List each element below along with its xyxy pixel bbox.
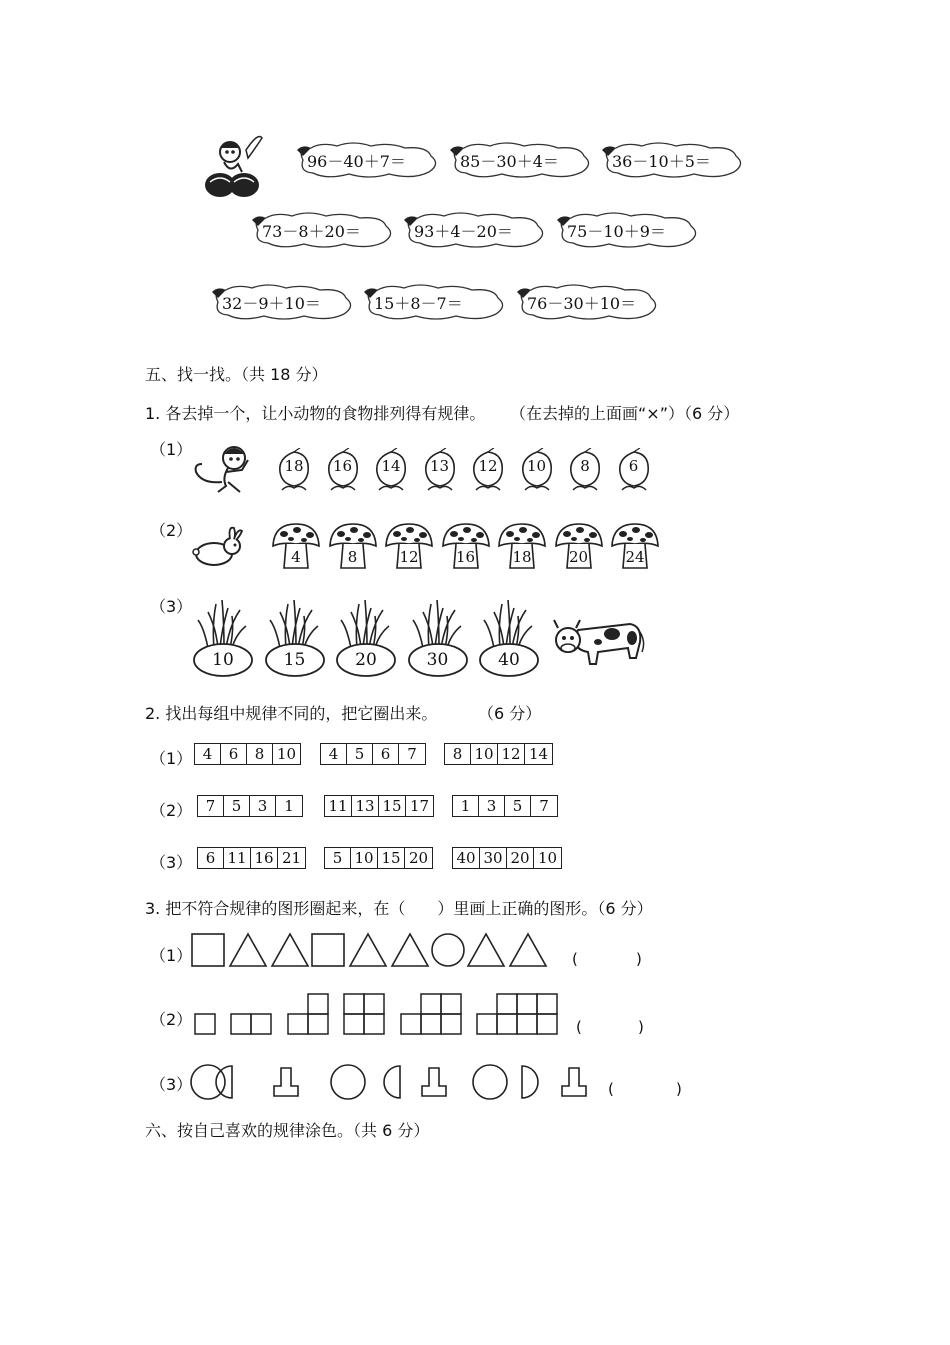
peach-item[interactable] xyxy=(567,448,603,494)
mushroom-number: 4 xyxy=(291,548,301,566)
q3-row2-label: （2） xyxy=(150,1010,193,1029)
peach-number: 12 xyxy=(478,457,498,475)
equation-text: 85－30＋4＝ xyxy=(460,152,559,171)
section6-title: 六、按自己喜欢的规律涂色。（共 6 分） xyxy=(145,1121,430,1140)
equation-text: 36－10＋5＝ xyxy=(612,152,711,171)
peach-item[interactable] xyxy=(422,448,458,494)
number-cell: 12 xyxy=(498,744,525,764)
peach-number: 16 xyxy=(332,457,353,475)
equation-cloud xyxy=(513,282,661,320)
t-shape xyxy=(422,1068,446,1096)
number-cell: 5 xyxy=(224,796,250,816)
equation-cloud xyxy=(400,210,548,248)
q3-row1-paren-open: ( xyxy=(572,950,578,968)
q3-row2-paren-close: ) xyxy=(638,1018,644,1036)
q2-row3-label: （3） xyxy=(150,853,193,872)
q3-prompt: 3. 把不符合规律的图形圈起来，在（ ）里画上正确的图形。（6 分） xyxy=(145,899,653,918)
grass-number: 40 xyxy=(498,650,520,670)
q1-row1-label: （1） xyxy=(150,440,193,459)
equation-text: 73－8＋20＝ xyxy=(262,222,361,241)
mushroom-item[interactable] xyxy=(383,522,435,572)
q1-row2-label: （2） xyxy=(150,521,193,540)
mushroom-item[interactable] xyxy=(553,522,605,572)
number-cell: 14 xyxy=(528,745,549,763)
mushroom-number: 24 xyxy=(625,548,645,566)
equation-text: 93＋4－20＝ xyxy=(414,222,513,241)
equation-text: 96－40＋7＝ xyxy=(307,152,406,171)
circle-shape xyxy=(473,1065,507,1099)
triangle-shape xyxy=(350,934,386,966)
number-cell: 11 xyxy=(325,796,352,816)
q1-prompt: 1. 各去掉一个，让小动物的食物排列得有规律。 xyxy=(145,404,486,423)
grass-item[interactable] xyxy=(407,598,469,678)
number-cell: 7 xyxy=(407,745,417,763)
number-group[interactable] xyxy=(324,795,434,817)
square-shape xyxy=(312,934,344,966)
q3-row1-paren-close: ) xyxy=(636,950,642,968)
mushroom-number: 8 xyxy=(347,548,358,566)
equation-cloud xyxy=(360,282,508,320)
equation-text: 32－9＋10＝ xyxy=(222,294,321,313)
circle-shape xyxy=(331,1065,365,1099)
number-cell: 40 xyxy=(453,848,480,868)
peach-item[interactable] xyxy=(373,448,409,494)
equation-cloud xyxy=(208,282,356,320)
number-cell: 4 xyxy=(195,744,221,764)
equation-text: 76－30＋10＝ xyxy=(527,294,637,313)
q3-row2-paren-open: ( xyxy=(576,1018,582,1036)
mushroom-number: 12 xyxy=(399,548,419,566)
q1-note: （在去掉的上面画“×”）（6 分） xyxy=(510,404,740,423)
number-cell: 3 xyxy=(250,796,276,816)
grass-item[interactable] xyxy=(335,598,397,678)
number-cell: 6 xyxy=(221,744,247,764)
t-shape xyxy=(562,1068,586,1096)
peach-number: 13 xyxy=(429,457,450,475)
number-cell: 8 xyxy=(445,744,471,764)
q3-row3-shapes xyxy=(188,1062,604,1102)
q3-row1-shapes xyxy=(190,930,560,970)
t-shape xyxy=(274,1068,298,1096)
q3-row1-label: （1） xyxy=(150,946,193,965)
equation-cloud xyxy=(248,210,396,248)
number-cell: 15 xyxy=(379,796,406,816)
peach-number: 10 xyxy=(526,457,547,475)
peach-item[interactable] xyxy=(616,448,652,494)
peach-item[interactable] xyxy=(325,448,361,494)
grass-number: 10 xyxy=(212,650,234,670)
number-cell: 3 xyxy=(479,796,505,816)
number-cell: 6 xyxy=(198,848,224,868)
number-cell: 13 xyxy=(352,796,379,816)
equation-cloud xyxy=(553,210,701,248)
triangle-shape xyxy=(392,934,428,966)
q3-row2-shapes xyxy=(192,990,564,1036)
peach-number: 8 xyxy=(580,457,590,475)
number-cell: 6 xyxy=(373,744,399,764)
equation-text: 15＋8－7＝ xyxy=(374,294,463,313)
mushroom-number: 18 xyxy=(512,548,532,566)
number-group[interactable] xyxy=(444,743,553,765)
number-cell: 15 xyxy=(378,848,405,868)
number-cell: 10 xyxy=(471,744,498,764)
grass-number: 15 xyxy=(283,650,306,670)
q2-row1-label: （1） xyxy=(150,749,193,768)
number-cell: 11 xyxy=(224,848,251,868)
grass-number: 30 xyxy=(426,650,449,670)
mushroom-item[interactable] xyxy=(270,522,322,572)
peach-number: 6 xyxy=(628,457,639,475)
q1-row3-label: （3） xyxy=(150,597,193,616)
mushroom-number: 20 xyxy=(568,548,589,566)
section5-title: 五、找一找。（共 18 分） xyxy=(145,365,328,384)
number-cell: 4 xyxy=(321,744,347,764)
equation-text: 75－10＋9＝ xyxy=(567,222,666,241)
triangle-shape xyxy=(468,934,504,966)
triangle-shape xyxy=(272,934,308,966)
number-cell: 7 xyxy=(539,797,549,815)
peach-item[interactable] xyxy=(276,448,312,494)
number-cell: 17 xyxy=(409,797,430,815)
equation-cloud xyxy=(293,140,441,178)
rabbit-icon xyxy=(190,526,246,572)
q2-note: （6 分） xyxy=(478,704,542,723)
number-group[interactable] xyxy=(197,795,303,817)
number-cell: 5 xyxy=(325,848,351,868)
q3-row3-paren-close: ) xyxy=(676,1080,682,1098)
number-cell: 1 xyxy=(453,796,479,816)
mushroom-item[interactable] xyxy=(440,522,492,572)
mushroom-item[interactable] xyxy=(327,522,379,572)
number-group[interactable] xyxy=(197,847,306,869)
number-cell: 10 xyxy=(537,849,558,867)
mushroom-number: 16 xyxy=(455,548,476,566)
number-group[interactable] xyxy=(452,847,562,869)
number-cell: 10 xyxy=(351,848,378,868)
number-cell: 20 xyxy=(408,849,429,867)
peach-item[interactable] xyxy=(519,448,555,494)
peach-number: 18 xyxy=(284,457,304,475)
number-group[interactable] xyxy=(194,743,301,765)
triangle-shape xyxy=(510,934,546,966)
half-circle-shape xyxy=(216,1066,232,1098)
equation-cloud xyxy=(598,140,746,178)
monkey-icon xyxy=(192,442,258,502)
number-group[interactable] xyxy=(452,795,558,817)
q3-row3-label: （3） xyxy=(150,1075,193,1094)
number-cell: 30 xyxy=(480,848,507,868)
circle-shape xyxy=(191,1065,225,1099)
number-cell: 16 xyxy=(251,848,278,868)
number-cell: 20 xyxy=(507,848,534,868)
number-cell: 5 xyxy=(347,744,373,764)
circle-shape xyxy=(432,934,464,966)
peach-number: 14 xyxy=(381,457,401,475)
grass-item[interactable] xyxy=(264,598,326,678)
number-cell: 10 xyxy=(276,745,297,763)
number-cell: 5 xyxy=(505,796,531,816)
half-circle-shape xyxy=(522,1066,538,1098)
cow-icon xyxy=(550,612,646,680)
peach-item[interactable] xyxy=(470,448,506,494)
number-cell: 7 xyxy=(198,796,224,816)
number-cell: 8 xyxy=(247,744,273,764)
q3-row3-paren-open: ( xyxy=(608,1080,614,1098)
number-group[interactable] xyxy=(324,847,433,869)
number-group[interactable] xyxy=(320,743,426,765)
mushroom-item[interactable] xyxy=(496,522,548,572)
number-cell: 21 xyxy=(281,849,302,867)
number-cell: 1 xyxy=(284,797,294,815)
triangle-shape xyxy=(230,934,266,966)
square-shape xyxy=(192,934,224,966)
equation-cloud xyxy=(446,140,594,178)
grass-item[interactable] xyxy=(478,598,540,678)
grass-number: 20 xyxy=(355,650,377,670)
grass-item[interactable] xyxy=(192,598,254,678)
q2-row2-label: （2） xyxy=(150,801,193,820)
watermelon-monkey-illustration xyxy=(202,130,272,200)
half-circle-shape xyxy=(384,1066,400,1098)
mushroom-item[interactable] xyxy=(609,522,661,572)
q2-prompt: 2. 找出每组中规律不同的，把它圈出来。 xyxy=(145,704,438,723)
